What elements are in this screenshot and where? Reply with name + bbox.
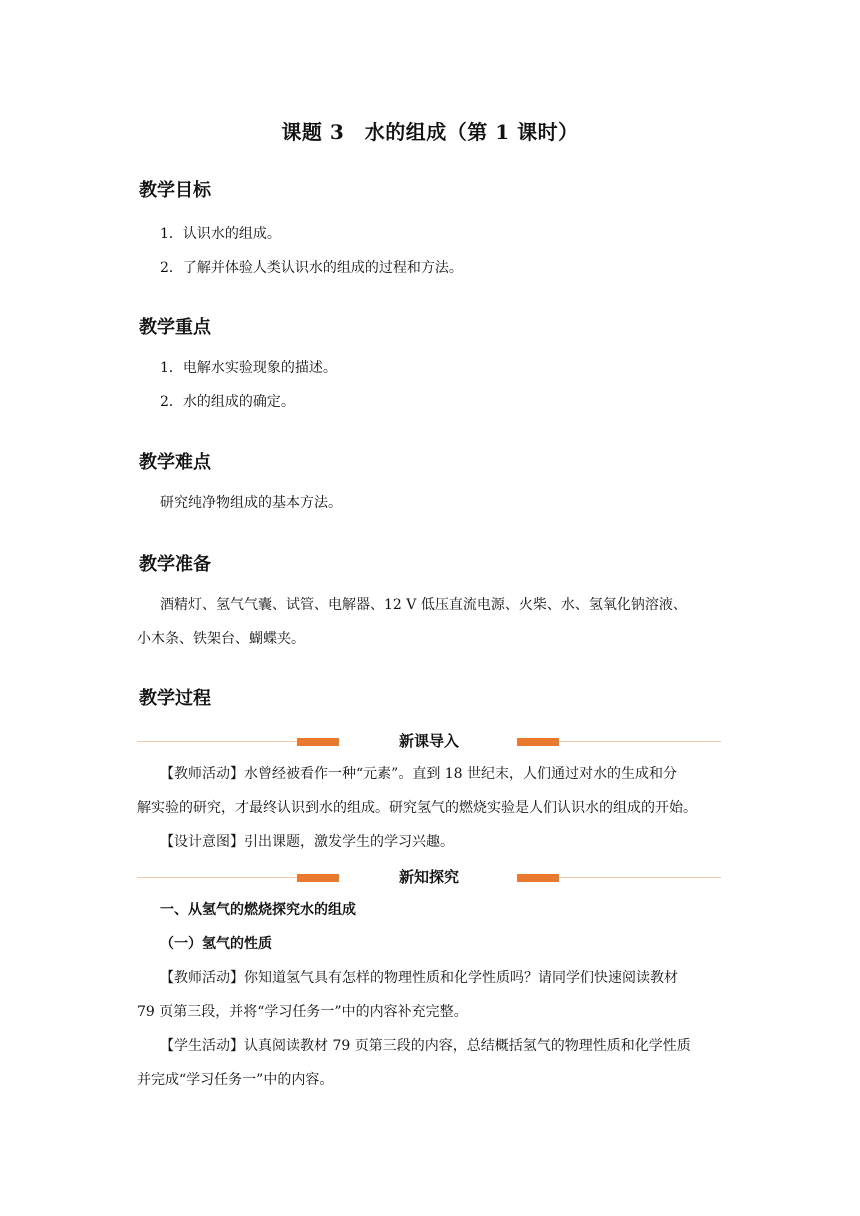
divider-line-right <box>559 877 721 878</box>
divider-explore <box>137 868 721 886</box>
section-heading-keypoints: 教学重点 <box>139 313 211 339</box>
explore-subheading-1: 一、从氢气的燃烧探究水的组成 <box>160 902 356 918</box>
intro-teacher-line-1: 【教师活动】水曾经被看作一种“元素”。直到 18 世纪末，人们通过对水的生成和分 <box>160 766 678 782</box>
intro-design-intent: 【设计意图】引出课题，激发学生的学习兴趣。 <box>160 834 454 850</box>
divider-label: 新课导入 <box>398 732 459 750</box>
explore-student-line-2: 并完成“学习任务一”中的内容。 <box>137 1072 334 1088</box>
divider-block-right <box>517 874 559 882</box>
section-heading-preparation: 教学准备 <box>139 550 211 576</box>
explore-teacher-line-1: 【教师活动】你知道氢气具有怎样的物理性质和化学性质吗？请同学们快速阅读教材 <box>160 970 678 986</box>
keypoint-item-1: 1．电解水实验现象的描述。 <box>160 360 337 376</box>
explore-subheading-2: （一）氢气的性质 <box>160 936 272 952</box>
preparation-line-2: 小木条、铁架台、蝴蝶夹。 <box>137 631 305 647</box>
intro-teacher-line-2: 解实验的研究，才最终认识到水的组成。研究氢气的燃烧实验是人们认识水的组成的开始。 <box>137 800 697 816</box>
page-title: 课题 3 水的组成（第 1 课时） <box>281 120 579 144</box>
divider-line-right <box>559 741 721 742</box>
keypoint-item-2: 2．水的组成的确定。 <box>160 394 295 410</box>
explore-student-line-1: 【学生活动】认真阅读教材 79 页第三段的内容，总结概括氢气的物理性质和化学性质 <box>160 1038 691 1054</box>
goal-item-2: 2．了解并体验人类认识水的组成的过程和方法。 <box>160 260 463 276</box>
heading-highlight-bar <box>135 708 215 715</box>
section-heading-process: 教学过程 <box>139 684 211 710</box>
goal-item-1: 1．认识水的组成。 <box>160 226 281 242</box>
preparation-line-1: 酒精灯、氢气气囊、试管、电解器、12 V 低压直流电源、火柴、水、氢氧化钠溶液、 <box>160 597 687 613</box>
heading-highlight-bar <box>135 337 215 344</box>
divider-label: 新知探究 <box>398 868 459 886</box>
divider-intro <box>137 732 721 750</box>
divider-block-right <box>517 738 559 746</box>
explore-teacher-line-2: 79 页第三段，并将“学习任务一”中的内容补充完整。 <box>137 1004 468 1020</box>
heading-highlight-bar <box>135 200 215 207</box>
section-heading-goals: 教学目标 <box>139 176 211 202</box>
heading-highlight-bar <box>135 472 215 479</box>
difficulty-text: 研究纯净物组成的基本方法。 <box>160 495 342 511</box>
section-heading-difficulties: 教学难点 <box>139 448 211 474</box>
heading-highlight-bar <box>135 574 215 581</box>
